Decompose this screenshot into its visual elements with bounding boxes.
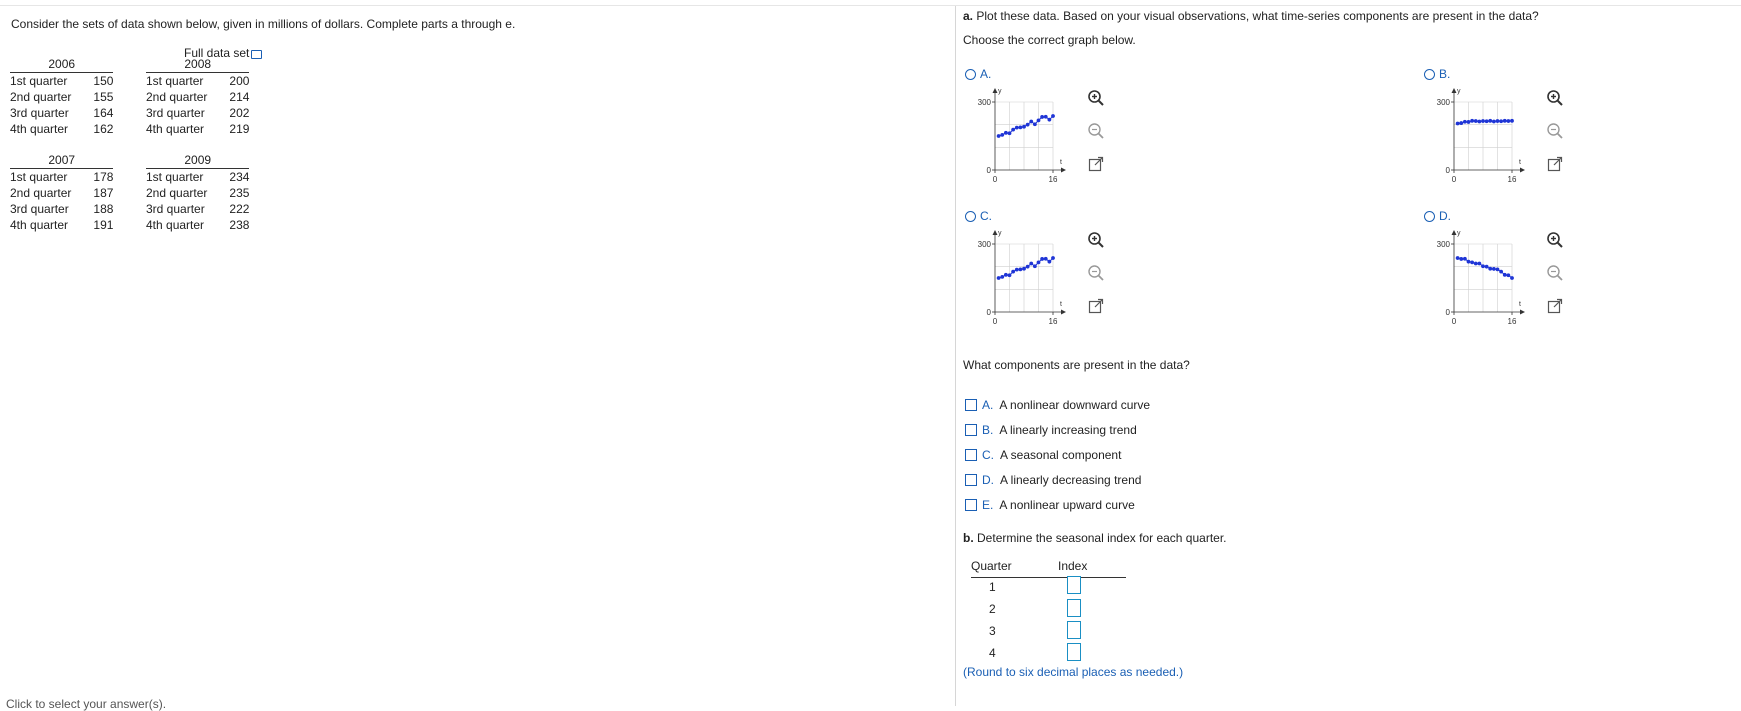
option-text: A nonlinear upward curve [999, 498, 1135, 512]
data-point [1044, 115, 1048, 119]
graph-d-tools [1545, 230, 1567, 329]
data-point [1047, 260, 1051, 264]
quarter-label: 4th quarter [146, 218, 205, 232]
data-point [1456, 122, 1460, 126]
data-point [1004, 131, 1008, 135]
table-row [10, 89, 113, 105]
x-axis-arrow [1520, 168, 1525, 173]
data-point [1503, 119, 1507, 123]
popout-icon[interactable] [1545, 154, 1565, 174]
x-zero-label: 0 [992, 175, 998, 184]
checkbox[interactable] [965, 399, 977, 411]
graph-option-b[interactable] [1424, 67, 1450, 81]
graph-option-d[interactable] [1424, 209, 1451, 223]
quarter-label: 1st quarter [146, 170, 204, 184]
part-b-question-text: Determine the seasonal index for each quarter. [977, 531, 1227, 545]
x-axis-label: t [1060, 159, 1062, 166]
table-year: 2007 [10, 152, 113, 169]
table-row [146, 185, 249, 201]
data-point [1459, 257, 1463, 261]
y-axis-label: y [998, 88, 1002, 95]
table-row [10, 121, 113, 137]
x-zero-label: 0 [1451, 317, 1457, 326]
table-row [146, 121, 249, 137]
quarter-value: 214 [229, 90, 250, 104]
quarter-label: 2nd quarter [10, 90, 72, 104]
option-text: A linearly increasing trend [999, 423, 1137, 437]
table-row [10, 105, 113, 121]
y-axis-label: y [1457, 230, 1461, 237]
y-axis-arrow [993, 88, 998, 93]
quarter-label: 3rd quarter [10, 202, 69, 216]
x-tick-label: 16 [1048, 175, 1058, 184]
data-point [1044, 257, 1048, 261]
quarter-value: 188 [93, 202, 114, 216]
data-table-2009 [146, 152, 249, 233]
option-letter: D. [982, 473, 994, 487]
quarter-value: 191 [93, 218, 114, 232]
table-row [10, 185, 113, 201]
graph-b-tools [1545, 88, 1567, 187]
radio-b[interactable] [1424, 69, 1435, 80]
data-point [1499, 119, 1503, 123]
quarter-label: 3rd quarter [146, 106, 205, 120]
data-point [997, 134, 1001, 138]
data-point [1008, 131, 1012, 135]
x-axis-arrow [1061, 310, 1066, 315]
data-point [1463, 257, 1467, 261]
data-point [1022, 125, 1026, 129]
data-point [1040, 115, 1044, 119]
graph-b[interactable] [1424, 86, 1534, 196]
data-point [1488, 267, 1492, 271]
popout-icon[interactable] [1086, 154, 1106, 174]
table-row [146, 89, 249, 105]
quarter-value: 222 [229, 202, 250, 216]
zoom-in-icon[interactable] [1086, 230, 1106, 250]
quarter-column-header: Quarter [971, 559, 1012, 573]
quarter-label: 2nd quarter [146, 90, 208, 104]
data-point [1470, 260, 1474, 264]
data-point [1011, 270, 1015, 274]
data-point [1033, 122, 1037, 126]
x-zero-label: 0 [1451, 175, 1457, 184]
quarter-label: 1st quarter [146, 74, 204, 88]
x-axis-label: t [1060, 301, 1062, 308]
zoom-in-icon[interactable] [1086, 88, 1106, 108]
data-point [1040, 257, 1044, 261]
quarter-number: 3 [989, 624, 996, 638]
data-point [1463, 120, 1467, 124]
data-point [1496, 119, 1500, 123]
option-label: C. [980, 209, 992, 223]
quarter-value: 155 [93, 90, 114, 104]
quarter-value: 150 [93, 74, 114, 88]
checkbox[interactable] [965, 474, 977, 486]
quarter-label: 4th quarter [10, 122, 69, 136]
part-a-question-text: Plot these data. Based on your visual observations, what time-series components are present in the data? [976, 9, 1539, 23]
panel-divider [955, 6, 956, 706]
component-option-a[interactable] [965, 398, 1150, 412]
quarter-label: 2nd quarter [10, 186, 72, 200]
table-row [146, 105, 249, 121]
y-axis-arrow [1452, 88, 1457, 93]
y-axis-arrow [993, 230, 998, 235]
data-point [1510, 119, 1514, 123]
table-row [146, 217, 249, 233]
quarter-label: 4th quarter [10, 218, 69, 232]
x-axis-arrow [1520, 310, 1525, 315]
data-point [1018, 267, 1022, 271]
index-column-header: Index [1058, 559, 1088, 573]
data-point [1456, 256, 1460, 260]
data-point [1004, 273, 1008, 277]
data-window-icon[interactable] [251, 50, 262, 59]
top-border [0, 0, 1741, 6]
graph-d[interactable] [1424, 228, 1534, 338]
table-row [146, 169, 249, 186]
x-axis-arrow [1061, 168, 1066, 173]
data-point [1474, 119, 1478, 123]
graph-c-tools [1086, 230, 1108, 329]
quarter-value: 219 [229, 122, 250, 136]
y-axis-label: y [1457, 88, 1461, 95]
zoom-out-icon[interactable] [1086, 263, 1106, 283]
y-tick-label: 300 [977, 240, 991, 249]
option-text: A nonlinear downward curve [999, 398, 1151, 412]
y-tick-label: 300 [1436, 240, 1450, 249]
y-zero-label: 0 [986, 308, 991, 317]
data-table-2006 [10, 56, 113, 137]
quarter-label: 1st quarter [10, 74, 68, 88]
data-point [1026, 265, 1030, 269]
checkbox[interactable] [965, 424, 977, 436]
option-letter: B. [982, 423, 994, 437]
data-point [1474, 262, 1478, 266]
data-point [1000, 275, 1004, 279]
table-row [146, 73, 249, 90]
data-point [1033, 264, 1037, 268]
y-zero-label: 0 [986, 166, 991, 175]
y-axis-label: y [998, 230, 1002, 237]
y-zero-label: 0 [1445, 308, 1450, 317]
quarter-label: 3rd quarter [10, 106, 69, 120]
table-row [10, 169, 113, 186]
table-row [146, 201, 249, 217]
quarter-value: 202 [229, 106, 250, 120]
quarter-value: 187 [93, 186, 114, 200]
option-letter: E. [982, 498, 994, 512]
data-point [1506, 273, 1510, 277]
y-tick-label: 300 [1436, 98, 1450, 107]
component-option-c[interactable] [965, 448, 1121, 462]
data-point [1492, 120, 1496, 124]
graph-a-tools [1086, 88, 1108, 187]
graph-a[interactable] [965, 86, 1075, 196]
x-tick-label: 16 [1507, 175, 1517, 184]
data-point [1485, 265, 1489, 269]
table-row [10, 217, 113, 233]
data-point [1481, 119, 1485, 123]
data-point [1467, 120, 1471, 124]
option-letter: C. [982, 448, 994, 462]
zoom-in-icon[interactable] [1545, 88, 1565, 108]
quarter-value: 238 [229, 218, 250, 232]
quarter-label: 2nd quarter [146, 186, 208, 200]
quarter-number: 1 [989, 580, 996, 594]
graph-option-a[interactable] [965, 67, 991, 81]
zoom-out-icon[interactable] [1545, 263, 1565, 283]
table-year: 2008 [146, 56, 249, 73]
popout-icon[interactable] [1545, 296, 1565, 316]
zoom-out-icon[interactable] [1545, 121, 1565, 141]
data-point [1015, 126, 1019, 130]
seasonal-index-input-q1[interactable] [1067, 576, 1081, 594]
table-row [10, 73, 113, 90]
radio-c[interactable] [965, 211, 976, 222]
quarter-value: 162 [93, 122, 114, 136]
data-point [1499, 270, 1503, 274]
component-option-e[interactable] [965, 498, 1135, 512]
data-point [1018, 125, 1022, 129]
x-axis-label: t [1519, 301, 1521, 308]
quarter-label: 4th quarter [146, 122, 205, 136]
data-table-2008 [146, 56, 249, 137]
option-letter: A. [982, 398, 994, 412]
checkbox[interactable] [965, 449, 977, 461]
x-zero-label: 0 [992, 317, 998, 326]
data-point [1467, 260, 1471, 264]
radio-d[interactable] [1424, 211, 1435, 222]
data-point [1477, 120, 1481, 124]
seasonal-index-input-q3[interactable] [1067, 621, 1081, 639]
data-point [1488, 119, 1492, 123]
data-point [1485, 119, 1489, 123]
part-b-label: b. [963, 531, 974, 545]
quarter-number: 2 [989, 602, 996, 616]
problem-intro: Consider the sets of data shown below, given in millions of dollars. Complete parts a through e. [11, 17, 516, 31]
quarter-label: 1st quarter [10, 170, 68, 184]
seasonal-index-input-q4[interactable] [1067, 643, 1081, 661]
x-tick-label: 16 [1048, 317, 1058, 326]
data-point [1029, 120, 1033, 124]
option-text: A seasonal component [1000, 448, 1122, 462]
data-point [1037, 118, 1041, 122]
y-tick-label: 300 [977, 98, 991, 107]
seasonal-index-input-q2[interactable] [1067, 599, 1081, 617]
select-answer-hint: Click to select your answer(s). [6, 697, 167, 711]
checkbox[interactable] [965, 499, 977, 511]
components-question: What components are present in the data? [963, 358, 1190, 372]
data-point [1506, 119, 1510, 123]
graph-c[interactable] [965, 228, 1075, 338]
data-point [1496, 267, 1500, 271]
full-data-set-label[interactable]: Full data set [184, 46, 250, 60]
x-tick-label: 16 [1507, 317, 1517, 326]
x-axis-label: t [1519, 159, 1521, 166]
table-row [10, 201, 113, 217]
data-point [1029, 262, 1033, 266]
part-a-label: a. [963, 9, 974, 23]
data-point [1011, 128, 1015, 132]
quarter-value: 235 [229, 186, 250, 200]
quarter-value: 178 [93, 170, 114, 184]
data-table-2007 [10, 152, 113, 233]
part-a-question [963, 9, 1539, 23]
quarter-value: 200 [229, 74, 250, 88]
zoom-in-icon[interactable] [1545, 230, 1565, 250]
table-year: 2009 [146, 152, 249, 169]
radio-a[interactable] [965, 69, 976, 80]
option-text: A linearly decreasing trend [1000, 473, 1142, 487]
data-point [1022, 267, 1026, 271]
y-zero-label: 0 [1445, 166, 1450, 175]
data-point [1459, 121, 1463, 125]
data-point [1037, 260, 1041, 264]
data-point [1503, 273, 1507, 277]
option-label: B. [1439, 67, 1451, 81]
data-point [1026, 123, 1030, 127]
component-option-d[interactable] [965, 473, 1141, 487]
choose-graph-instruction: Choose the correct graph below. [963, 33, 1136, 47]
data-point [1470, 119, 1474, 123]
data-point [1008, 273, 1012, 277]
quarter-label: 3rd quarter [146, 202, 205, 216]
data-point [1477, 262, 1481, 266]
data-point [1510, 276, 1514, 280]
table-year: 2006 [10, 56, 113, 73]
data-point [1051, 114, 1055, 118]
data-point [1000, 133, 1004, 137]
quarter-number: 4 [989, 646, 996, 660]
part-b-question [963, 531, 1227, 545]
data-point [1015, 268, 1019, 272]
graph-option-c[interactable] [965, 209, 992, 223]
data-point [1051, 256, 1055, 260]
data-point [1492, 267, 1496, 271]
quarter-value: 164 [93, 106, 114, 120]
option-label: A. [980, 67, 992, 81]
data-point [1481, 264, 1485, 268]
zoom-out-icon[interactable] [1086, 121, 1106, 141]
data-point [1047, 118, 1051, 122]
rounding-note: (Round to six decimal places as needed.) [963, 665, 1184, 679]
component-option-b[interactable] [965, 423, 1137, 437]
option-label: D. [1439, 209, 1451, 223]
quarter-value: 234 [229, 170, 250, 184]
data-point [997, 276, 1001, 280]
popout-icon[interactable] [1086, 296, 1106, 316]
y-axis-arrow [1452, 230, 1457, 235]
